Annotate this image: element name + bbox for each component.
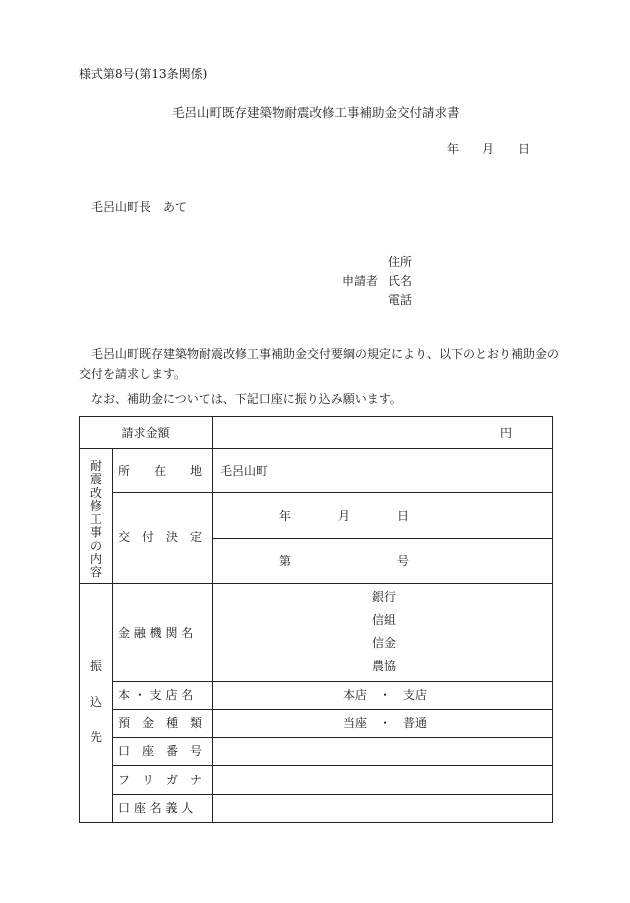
transfer-group-char-2: 込	[89, 695, 102, 709]
applicant-label: 申請者	[342, 274, 379, 288]
amount-input-area[interactable]	[213, 417, 552, 448]
decision-year: 年	[279, 509, 292, 523]
body-line-1: 毛呂山町既存建築物耐震改修工事補助金交付要綱の規定により、以下のとおり補助金の	[91, 347, 560, 361]
bank-option-bank: 銀行	[372, 590, 397, 604]
decision-day: 日	[397, 509, 410, 523]
account-number-input-area[interactable]	[213, 738, 552, 765]
decision-no-prefix: 第	[279, 554, 292, 568]
work-content-group-label: 耐 震 改 修 工 事 の 内 容	[89, 459, 102, 580]
location-value: 毛呂山町	[220, 464, 269, 478]
account-number-label: 口 座 番 号	[118, 744, 203, 758]
account-holder-label: 口 座 名 義 人	[118, 801, 194, 815]
branch-label: 本 ・ 支 店 名	[118, 688, 194, 702]
bank-label: 金 融 機 関 名	[118, 626, 194, 640]
furigana-label: フ リ ガ ナ	[118, 773, 203, 787]
date-month: 月	[482, 142, 495, 156]
applicant-phone-label: 電話	[388, 293, 413, 307]
applicant-name-label: 氏名	[388, 274, 413, 288]
location-label: 所 在 地	[118, 464, 203, 478]
addressee: 毛呂山町長 あて	[91, 200, 188, 214]
applicant-address-label: 住所	[388, 255, 413, 269]
body-line-2: 交付を請求します。	[79, 367, 187, 381]
amount-label: 請求金額	[121, 426, 170, 440]
transfer-group-char-1: 振	[89, 659, 102, 673]
account-type-label: 預 金 種 類	[118, 716, 203, 730]
amount-unit: 円	[500, 426, 513, 440]
date-day: 日	[518, 142, 531, 156]
page-title: 毛呂山町既存建築物耐震改修工事補助金交付請求書	[172, 105, 460, 120]
decision-no-suffix: 号	[397, 554, 410, 568]
branch-value: 本店 ・ 支店	[343, 688, 428, 702]
account-holder-input-area[interactable]	[213, 795, 552, 822]
decision-label: 交 付 決 定	[118, 530, 203, 544]
bank-option-shinkin: 信金	[372, 636, 397, 650]
bank-option-credit-union: 信組	[372, 613, 397, 627]
body-line-3: なお、補助金については、下記口座に振り込み願います。	[91, 392, 402, 406]
account-type-value: 当座 ・ 普通	[343, 716, 428, 730]
form-number: 様式第8号(第13条関係)	[79, 67, 208, 81]
transfer-group-char-3: 先	[89, 730, 102, 744]
furigana-input-area[interactable]	[213, 766, 552, 794]
date-year: 年	[447, 142, 460, 156]
decision-month: 月	[338, 509, 351, 523]
bank-option-agricultural: 農協	[372, 659, 397, 673]
